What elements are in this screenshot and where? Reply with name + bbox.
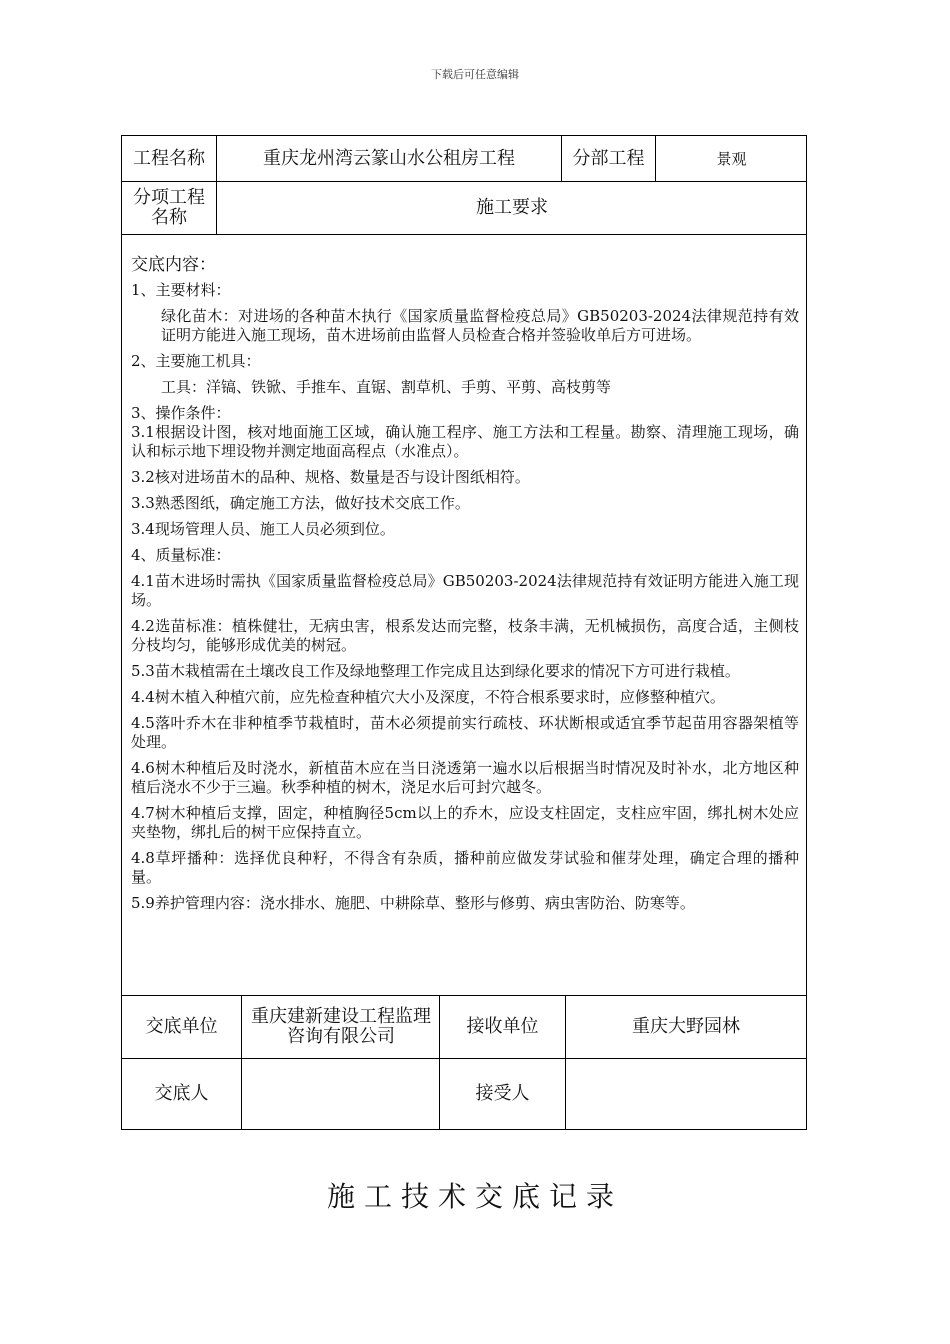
section-4-8: 4.8草坪播种：选择优良种籽，不得含有杂质，播种前应做发芽试验和催芽处理，确定合理的播种量。 <box>131 849 799 886</box>
disclosure-table <box>121 135 807 1130</box>
section-3-title: 3、操作条件： <box>131 404 231 422</box>
disclosure-content <box>131 256 799 913</box>
header-note: 下载后可任意编辑 <box>431 68 519 81</box>
receiver-person-value[interactable] <box>566 1059 806 1129</box>
section-5-9: 5.9养护管理内容：浇水排水、施肥、中耕除草、整形与修剪、病虫害防治、防寒等。 <box>131 894 695 912</box>
section-1-title: 1、主要材料： <box>131 281 231 299</box>
section-1-text: 绿化苗木：对进场的各种苗木执行《国家质量监督检疫总局》GB50203-2024法律规范持有效证明方能进入施工现场，苗木进场前由监督人员检查合格并签验收单后方可进场。 <box>161 307 799 344</box>
row-divider <box>122 234 806 235</box>
subitem-value: 施工要求 <box>476 197 548 218</box>
issuer-person-label: 交底人 <box>154 1083 209 1104</box>
section-2-title: 2、主要施工机具： <box>131 352 261 370</box>
section-3-4: 3.4现场管理人员、施工人员必须到位。 <box>131 520 395 538</box>
receiver-unit-value: 重庆大野园林 <box>632 1016 740 1037</box>
issuer-unit-label: 交底单位 <box>145 1016 218 1037</box>
section-5-3: 5.3苗木栽植需在土壤改良工作及绿地整理工作完成且达到绿化要求的情况下方可进行栽植。 <box>131 662 740 680</box>
receiver-person-label: 接受人 <box>475 1083 530 1104</box>
section-3-1: 3.1根据设计图，核对地面施工区域，确认施工程序、施工方法和工程量。勘察、清理施工现场，确认和标示地下埋设物并测定地面高程点（水准点）。 <box>131 423 799 460</box>
subitem-label: 分项工程名称 <box>133 187 205 228</box>
section-4-title: 4、质量标准： <box>131 546 231 564</box>
division-label: 分部工程 <box>572 147 645 169</box>
issuer-person-value[interactable] <box>242 1059 439 1129</box>
section-4-2: 4.2选苗标准：植株健壮，无病虫害，根系发达而完整，枝条丰满，无机械损伤，高度合适，主侧枝分枝均匀，能够形成优美的树冠。 <box>131 617 799 654</box>
section-4-7: 4.7树木种植后支撑，固定，种植胸径5cm以上的乔木，应设支柱固定，支柱应牢固，绑扎树木处应夹垫物，绑扎后的树干应保持直立。 <box>131 804 799 841</box>
section-2-text: 工具：洋镐、铁锨、手推车、直锯、割草机、手剪、平剪、高枝剪等 <box>161 378 612 396</box>
section-3-2: 3.2核对进场苗木的品种、规格、数量是否与设计图纸相符。 <box>131 468 530 486</box>
project-name-label: 工程名称 <box>133 147 205 169</box>
section-4-6: 4.6树木种植后及时浇水，新植苗木应在当日浇透第一遍水以后根据当时情况及时补水，北方地区种植后浇水不少于三遍。秋季种植的树木，浇足水后可封穴越冬。 <box>131 759 799 796</box>
content-intro: 交底内容： <box>131 255 216 275</box>
project-name-value: 重庆龙州湾云篆山水公租房工程 <box>263 147 515 169</box>
section-3-3: 3.3熟悉图纸，确定施工方法，做好技术交底工作。 <box>131 494 470 512</box>
section-4-4: 4.4树木植入种植穴前，应先检查种植穴大小及深度，不符合根系要求时，应修整种植穴。 <box>131 688 725 706</box>
section-4-1: 4.1苗木进场时需执《国家质量监督检疫总局》GB50203-2024法律规范持有效证明方能进入施工现场。 <box>131 572 799 609</box>
document-title: 施工技术交底记录 <box>326 1180 623 1213</box>
division-value: 景观 <box>716 149 747 168</box>
issuer-unit-value: 重庆建新建设工程监理咨询有限公司 <box>251 1006 431 1047</box>
section-4-5: 4.5落叶乔木在非种植季节栽植时，苗木必须提前实行疏枝、环状断根或适宜季节起苗用容器架植等处理。 <box>131 714 799 751</box>
receiver-unit-label: 接收单位 <box>466 1016 539 1037</box>
